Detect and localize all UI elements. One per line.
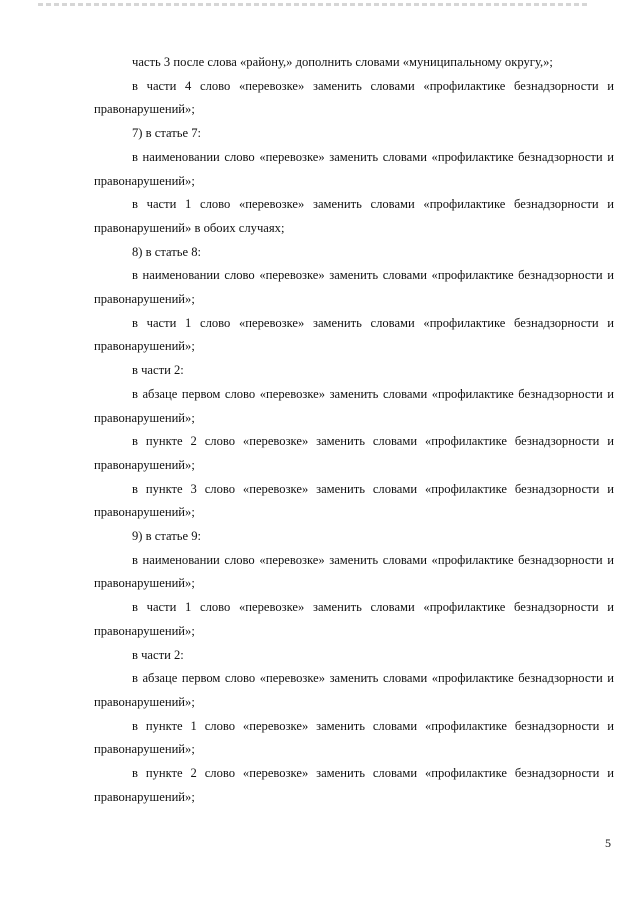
- document-body: [94, 51, 614, 810]
- paragraph: в наименовании слово «перевозке» заменить словами «профилактике безнадзорности и правонарушений»;: [94, 149, 614, 188]
- paragraph: в пункте 2 слово «перевозке» заменить словами «профилактике безнадзорности и правонарушений»;: [94, 766, 614, 804]
- paragraph: 8) в статье 8:: [132, 244, 202, 259]
- paragraph: в части 2:: [132, 363, 184, 378]
- paragraph: в абзаце первом слово «перевозке» заменить словами «профилактике безнадзорности и правонарушений»;: [94, 386, 614, 425]
- paragraph: в абзаце первом слово «перевозке» заменить словами «профилактике безнадзорности и правонарушений»;: [94, 671, 614, 709]
- paragraph: 7) в статье 7:: [132, 126, 202, 141]
- paragraph: в части 1 слово «перевозке» заменить словами «профилактике безнадзорности и правонарушений»;: [94, 315, 614, 354]
- paragraph: в наименовании слово «перевозке» заменить словами «профилактике безнадзорности и правонарушений»;: [94, 268, 614, 307]
- paragraph: в части 4 слово «перевозке» заменить словами «профилактике безнадзорности и правонарушений»;: [94, 78, 614, 117]
- paragraph: в части 2:: [132, 647, 184, 662]
- paragraph: в пункте 1 слово «перевозке» заменить словами «профилактике безнадзорности и правонарушений»;: [94, 718, 614, 757]
- paragraph: в части 1 слово «перевозке» заменить словами «профилактике безнадзорности и правонарушений»;: [94, 600, 614, 638]
- paragraph: в пункте 3 слово «перевозке» заменить словами «профилактике безнадзорности и правонарушений»;: [94, 481, 614, 520]
- paragraph: часть 3 после слова «району,» дополнить словами «муниципальному округу,»;: [132, 55, 553, 69]
- paragraph: в части 1 слово «перевозке» заменить словами «профилактике безнадзорности и правонарушений» в обоих случаях;: [94, 197, 614, 235]
- paragraph: в наименовании слово «перевозке» заменить словами «профилактике безнадзорности и правонарушений»;: [94, 552, 614, 591]
- paragraph: в пункте 2 слово «перевозке» заменить словами «профилактике безнадзорности и правонарушений»;: [94, 434, 614, 472]
- paragraph: 9) в статье 9:: [132, 529, 202, 544]
- scanned-header-line: [38, 3, 590, 6]
- page-number: 5: [605, 836, 611, 850]
